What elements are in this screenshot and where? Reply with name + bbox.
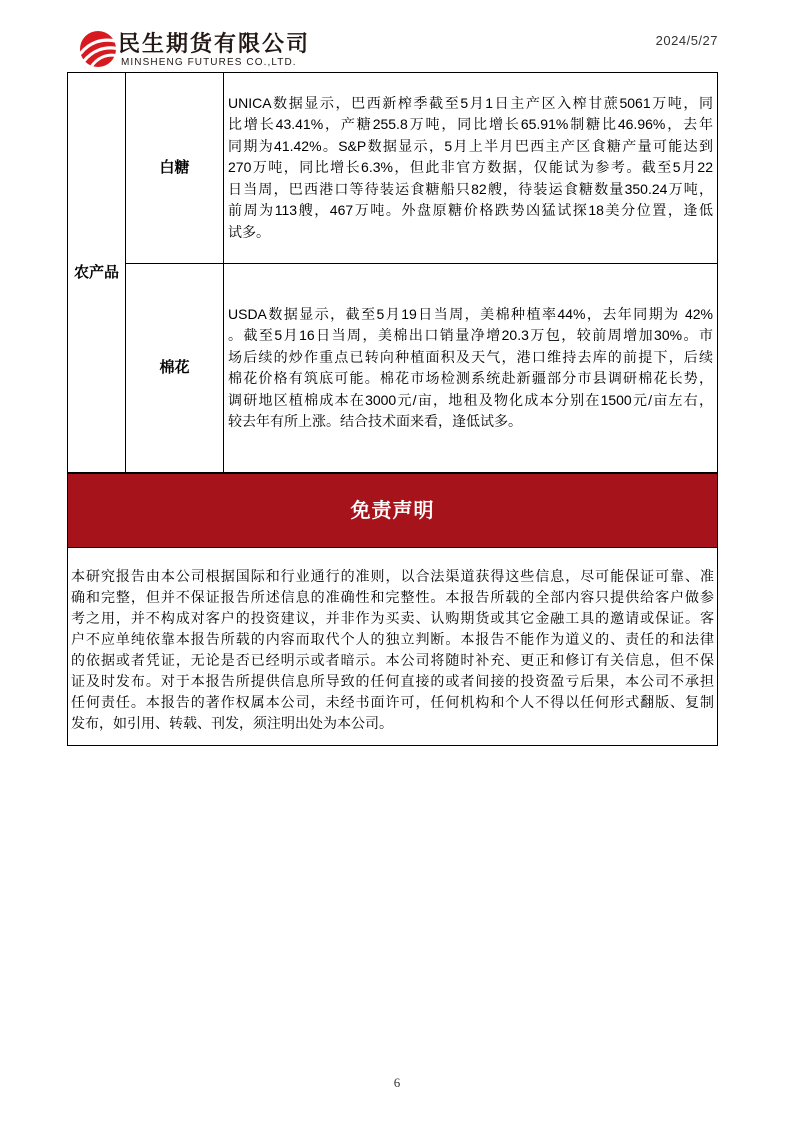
company-name-en: MINSHENG FUTURES CO.,LTD. bbox=[121, 57, 297, 68]
commentary-line: 前周为113艘，467万吨。外盘原糖价格跌势凶猛试探18美分位置，逢低 bbox=[228, 202, 713, 219]
commentary-line: 试多。 bbox=[228, 223, 270, 240]
disclaimer-header-bar bbox=[67, 473, 718, 548]
item-label-cotton: 棉花 bbox=[159, 359, 190, 376]
commentary-line: 调研地区植棉成本在3000元/亩，地租及物化成本分别在1500元/亩左右， bbox=[228, 391, 713, 408]
commentary-cell-cotton bbox=[224, 264, 717, 472]
disclaimer-line: 发布，如引用、转载、刊发，须注明出处为本公司。 bbox=[71, 715, 393, 731]
disclaimer-line: 的依据或者凭证，无论是否已经明示或者暗示。本公司将随时补充、更正和修订有关信息，但不保 bbox=[71, 652, 714, 668]
company-name-cn: 民生期货有限公司 bbox=[118, 31, 311, 56]
commodity-table bbox=[67, 72, 718, 473]
commentary-line: 棉花价格有筑底可能。棉花市场检测系统赴新疆部分市县调研棉花长势， bbox=[228, 370, 713, 386]
disclaimer-title: 免责声明 bbox=[350, 499, 435, 522]
disclaimer-line: 确和完整，但并不保证报告所述信息的准确性和完整性。本报告所载的全部内容只提供给客户做参 bbox=[71, 589, 714, 605]
report-date: 2024/5/27 bbox=[655, 33, 718, 48]
commentary-line: 较去年有所上涨。结合技术面来看，逢低试多。 bbox=[228, 413, 522, 429]
category-cell bbox=[68, 73, 126, 472]
commentary-cotton bbox=[228, 304, 713, 433]
disclaimer-line: 本研究报告由本公司根据国际和行业通行的准则，以合法渠道获得这些信息，尽可能保证可靠、准 bbox=[71, 568, 714, 584]
item-cell-sugar bbox=[126, 73, 224, 264]
category-label: 农产品 bbox=[73, 263, 119, 281]
item-cell-cotton bbox=[126, 264, 224, 472]
commentary-line: 比增长43.41%，产糖255.8万吨，同比增长65.91%制糖比46.96%，去年 bbox=[228, 116, 713, 133]
disclaimer-line: 证及时发布。对于本报告所提供信息所导致的任何直接的或者间接的投资盈亏后果，本公司不承担 bbox=[71, 673, 714, 689]
commentary-sugar bbox=[228, 93, 713, 244]
item-label-sugar: 白糖 bbox=[159, 159, 190, 176]
disclaimer-line: 任何责任。本报告的著作权属本公司，未经书面许可，任何机构和个人不得以任何形式翻版、复制 bbox=[71, 694, 714, 710]
disclaimer-text bbox=[71, 566, 714, 734]
commentary-line: 同期为41.42%。S&P数据显示，5月上半月巴西主产区食糖产量可能达到 bbox=[228, 137, 713, 154]
minsheng-futures-logo-icon bbox=[79, 30, 117, 68]
commentary-line: 。截至5月16日当周，美棉出口销量净增20.3万包，较前周增加30%。市 bbox=[228, 327, 713, 343]
commentary-line: USDA数据显示，截至5月19日当周，美棉种植率44%，去年同期为 42% bbox=[228, 305, 713, 322]
disclaimer-box bbox=[67, 547, 718, 746]
commentary-line: 270万吨，同比增长6.3%，但此非官方数据，仅能试为参考。截至5月22 bbox=[228, 159, 713, 176]
disclaimer-line: 考之用，并不构成对客户的投资建议，并非作为买卖、认购期货或其它金融工具的邀请或保证。客 bbox=[71, 610, 714, 626]
commentary-line: UNICA数据显示，巴西新榨季截至5月1日主产区入榨甘蔗5061万吨，同 bbox=[228, 94, 713, 111]
disclaimer-line: 户不应单纯依靠本报告所载的内容而取代个人的独立判断。本报告不能作为道义的、责任的和法律 bbox=[71, 631, 714, 647]
commentary-line: 日当周，巴西港口等待装运食糖船只82艘，待装运食糖数量350.24万吨， bbox=[228, 180, 713, 197]
commentary-cell-sugar bbox=[224, 73, 717, 264]
commentary-line: 场后续的炒作重点已转向种植面积及天气，港口维持去库的前提下，后续 bbox=[228, 348, 713, 365]
page-number: 6 bbox=[393, 1075, 401, 1090]
